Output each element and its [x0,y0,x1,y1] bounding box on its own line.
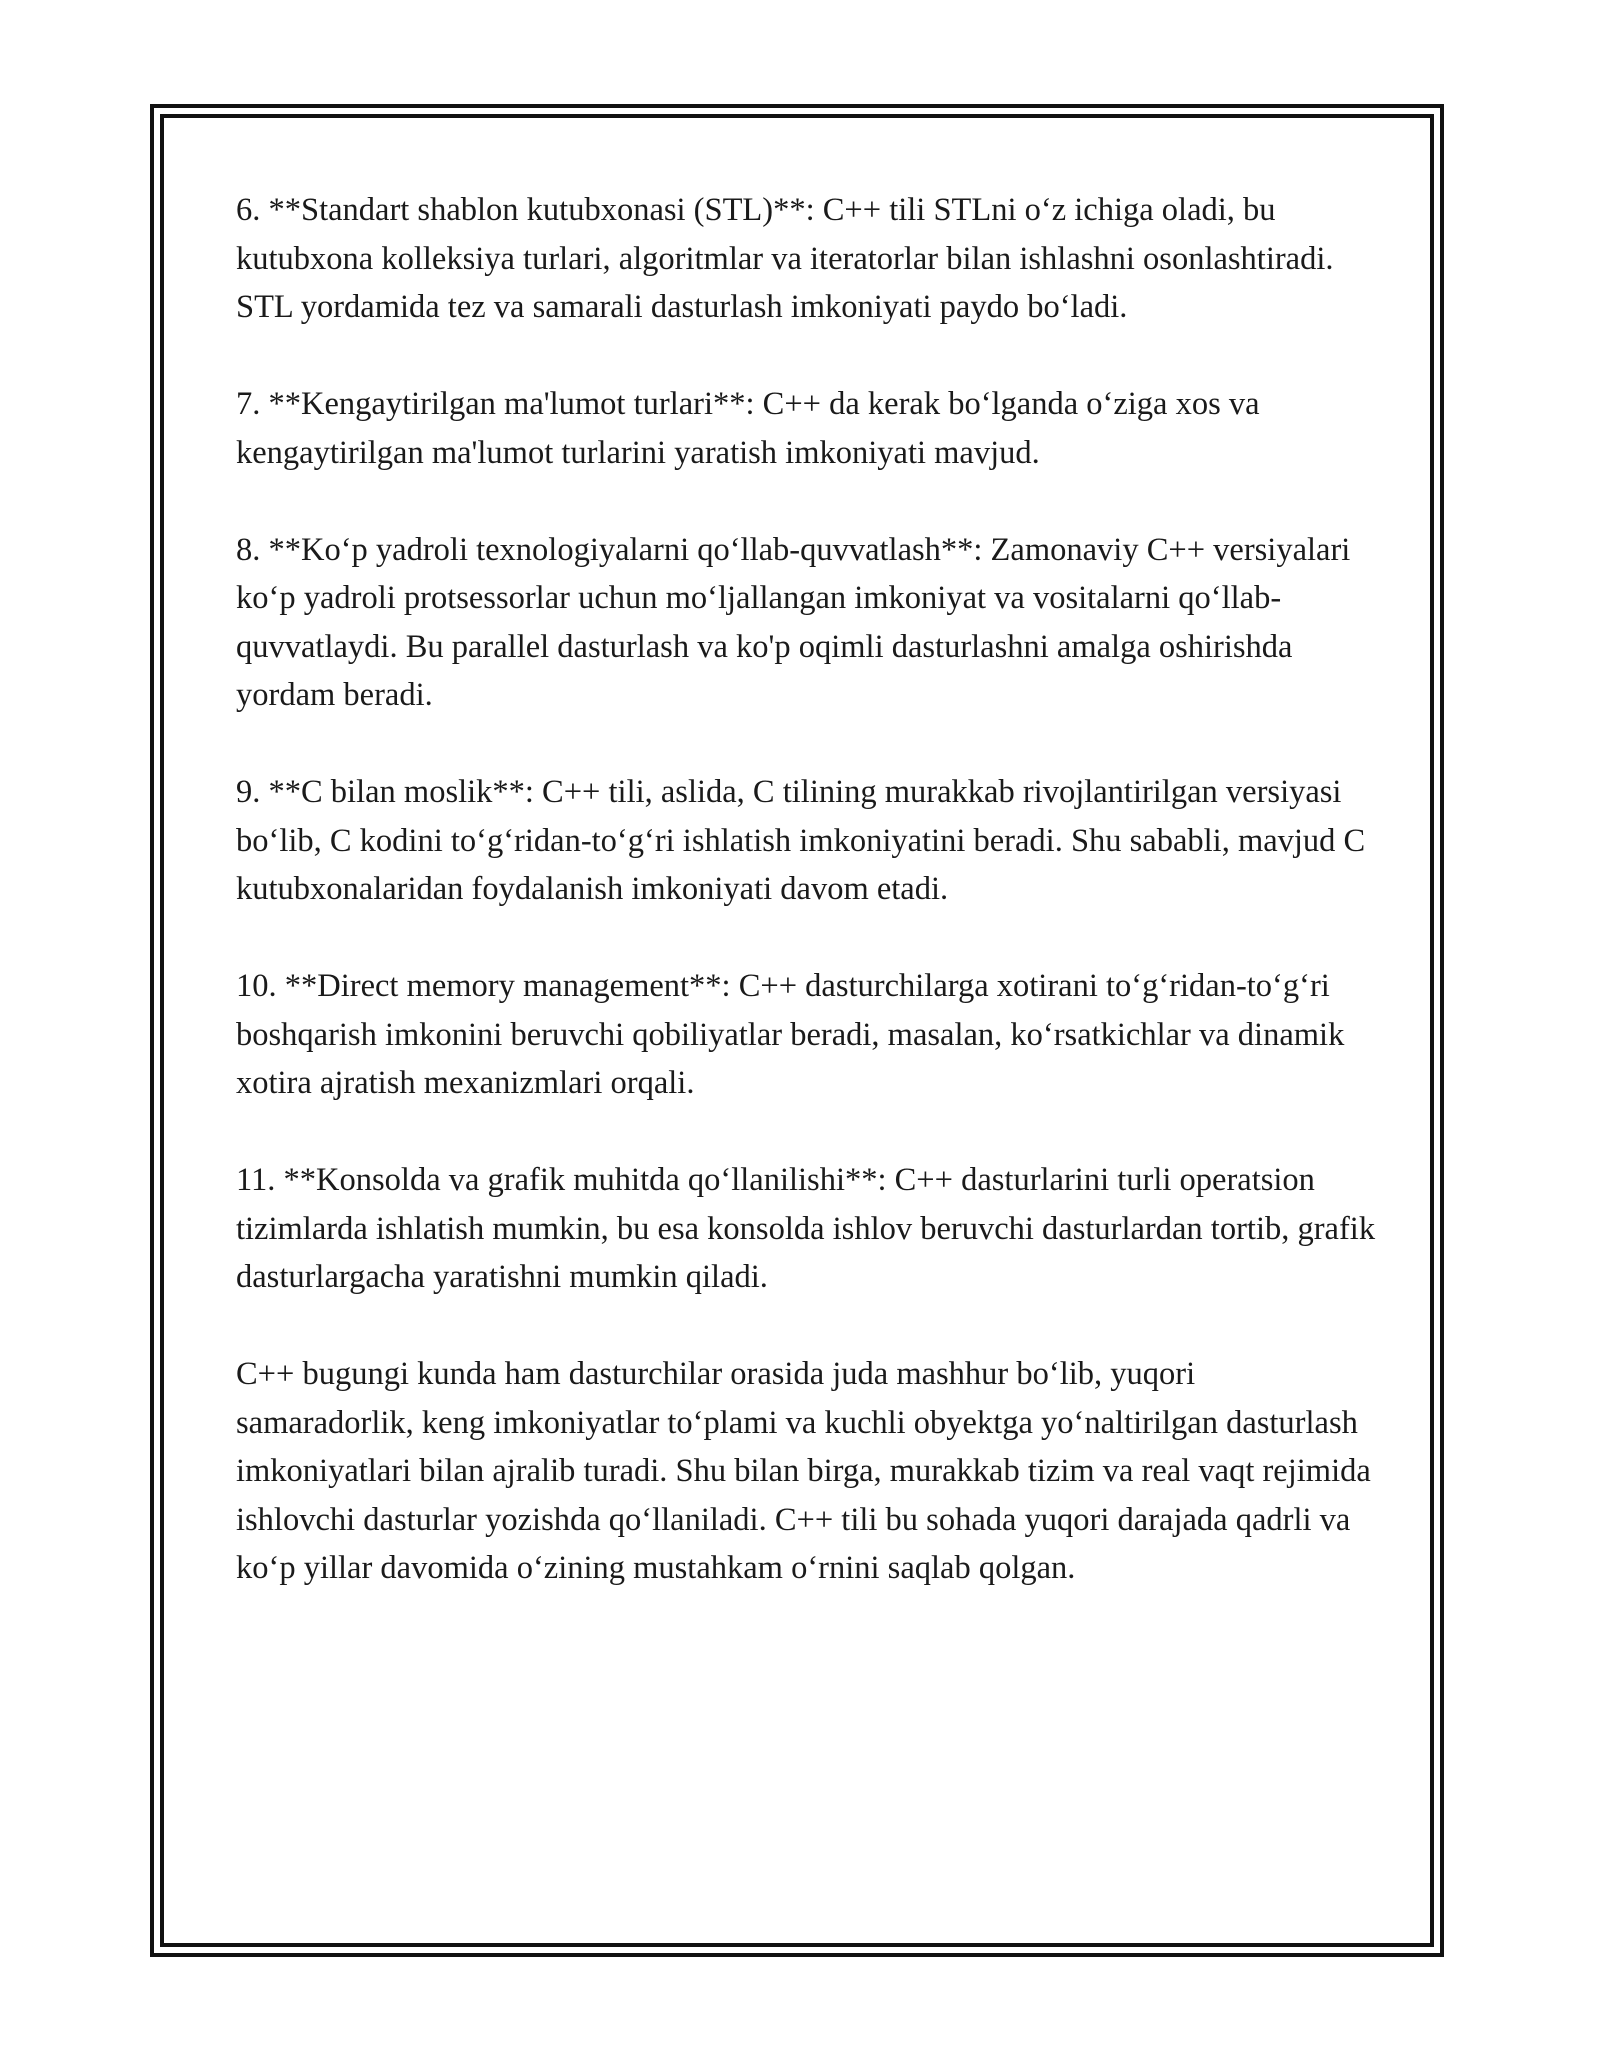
paragraph-multicore: 8. **Ko‘p yadroli texnologiyalarni qo‘llab-quvvatlash**: Zamonaviy C++ versiyalari ko‘p yadroli protsessorlar uchun mo‘ljallangan imkoniyat va vositalarni qo‘llab-quvvatlaydi. Bu parallel dasturlash va ko'p oqimli dasturlashni amalga oshirishda yordam beradi. [236,531,1351,713]
paragraph-memory-management: 10. **Direct memory management**: C++ dasturchilarga xotirani to‘g‘ridan-to‘g‘ri boshqarish imkonini beruvchi qobiliyatlar beradi, masalan, ko‘rsatkichlar va dinamik xotira ajratish mexanizmlari orqali. [236,968,1345,1101]
document-body [236,186,1376,1641]
paragraph-extended-types: 7. **Kengaytirilgan ma'lumot turlari**: C++ da kerak bo‘lganda o‘ziga xos va kengaytirilgan ma'lumot turlarini yaratish imkoniyati mavjud. [236,386,1260,471]
paragraph-console-graphics: 11. **Konsolda va grafik muhitda qo‘llanilishi**: C++ dasturlarini turli operatsion tizimlarda ishlatish mumkin, bu esa konsolda ishlov beruvchi dasturlardan tortib, grafik dasturlargacha yaratishni mumkin qiladi. [236,1162,1376,1295]
paragraph-c-compatibility: 9. **C bilan moslik**: C++ tili, aslida, C tilining murakkab rivojlantirilgan versiyasi bo‘lib, C kodini to‘g‘ridan-to‘g‘ri ishlatish imkoniyatini beradi. Shu sababli, mavjud C kutubxonalaridan foydalanish imkoniyati davom etadi. [236,774,1366,907]
paragraph-conclusion: C++ bugungi kunda ham dasturchilar orasida juda mashhur bo‘lib, yuqori samaradorlik, keng imkoniyatlar to‘plami va kuchli obyektga yo‘naltirilgan dasturlash imkoniyatlari bilan ajralib turadi. Shu bilan birga, murakkab tizim va real vaqt rejimida ishlovchi dasturlar yozishda qo‘llaniladi. C++ tili bu sohada yuqori darajada qadrli va ko‘p yillar davomida o‘zining mustahkam o‘rnini saqlab qolgan. [236,1356,1371,1586]
paragraph-stl: 6. **Standart shablon kutubxonasi (STL)**: C++ tili STLni o‘z ichiga oladi, bu kutubxona kolleksiya turlari, algoritmlar va iteratorlar bilan ishlashni osonlashtiradi. STL yordamida tez va samarali dasturlash imkoniyati paydo bo‘ladi. [236,192,1334,325]
